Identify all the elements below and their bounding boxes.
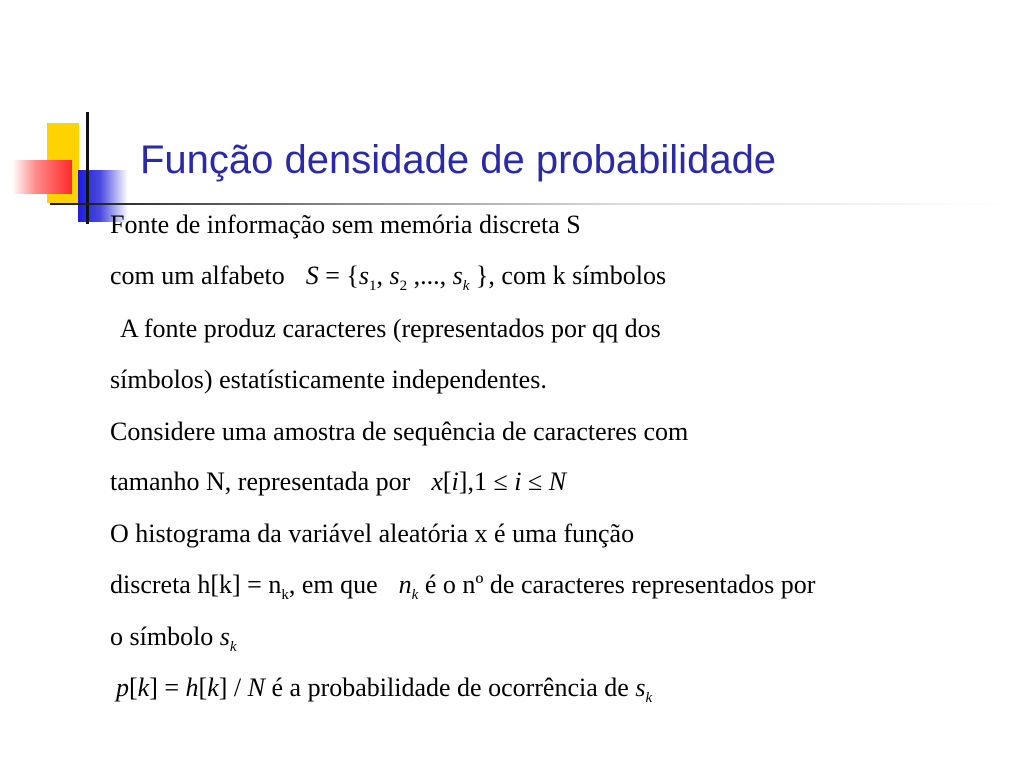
horizontal-decor-line: [50, 203, 1010, 205]
count-symbol: $n_k$: [398, 570, 419, 603]
text-line-3: A fonte produz caracteres (representados por qq dos: [120, 314, 661, 343]
line-9-text-start: o símbolo: [110, 622, 214, 651]
line-8-text-end: é o nº de caracteres representados por: [424, 570, 816, 599]
text-line-2: [110, 261, 666, 295]
symbol-sk-final: $s_k$: [635, 673, 653, 706]
text-line-9: [110, 622, 237, 656]
line-2-text-start: com um alfabeto: [110, 261, 285, 290]
line-8-text-start: discreta: [110, 570, 191, 599]
text-line-6: [110, 467, 566, 497]
text-line-8: [110, 570, 815, 604]
text-line-10: [116, 673, 652, 707]
histogram-formula: $h[k] = n_k$: [197, 570, 289, 603]
red-decor-square: [12, 160, 72, 194]
probability-formula: p[k] = h[k] / N: [116, 673, 265, 702]
text-line-4: símbolos) estatísticamente independentes.: [110, 365, 547, 394]
sample-formula: x[i],1 ≤ i ≤ N: [431, 467, 567, 496]
vertical-decor-line: [86, 112, 89, 224]
symbol-sk: $s_k$: [219, 622, 237, 655]
slide-title: Função densidade de probabilidade: [140, 138, 777, 182]
text-line-7: O histograma da variável aleatória x é uma função: [110, 519, 635, 548]
line-10-text: é a probabilidade de ocorrência de: [271, 673, 629, 702]
alphabet-formula: $S = \{s_1$, $s_2$ ,..., $s_k$ }: [305, 261, 489, 294]
text-line-1: Fonte de informação sem memória discreta S: [110, 210, 581, 239]
text-line-5: Considere uma amostra de sequência de caracteres com: [110, 417, 689, 446]
line-8-text-middle: , em que: [288, 570, 378, 599]
line-6-text-start: tamanho N, representada por: [110, 467, 411, 496]
line-2-text-end: , com k símbolos: [488, 261, 667, 290]
